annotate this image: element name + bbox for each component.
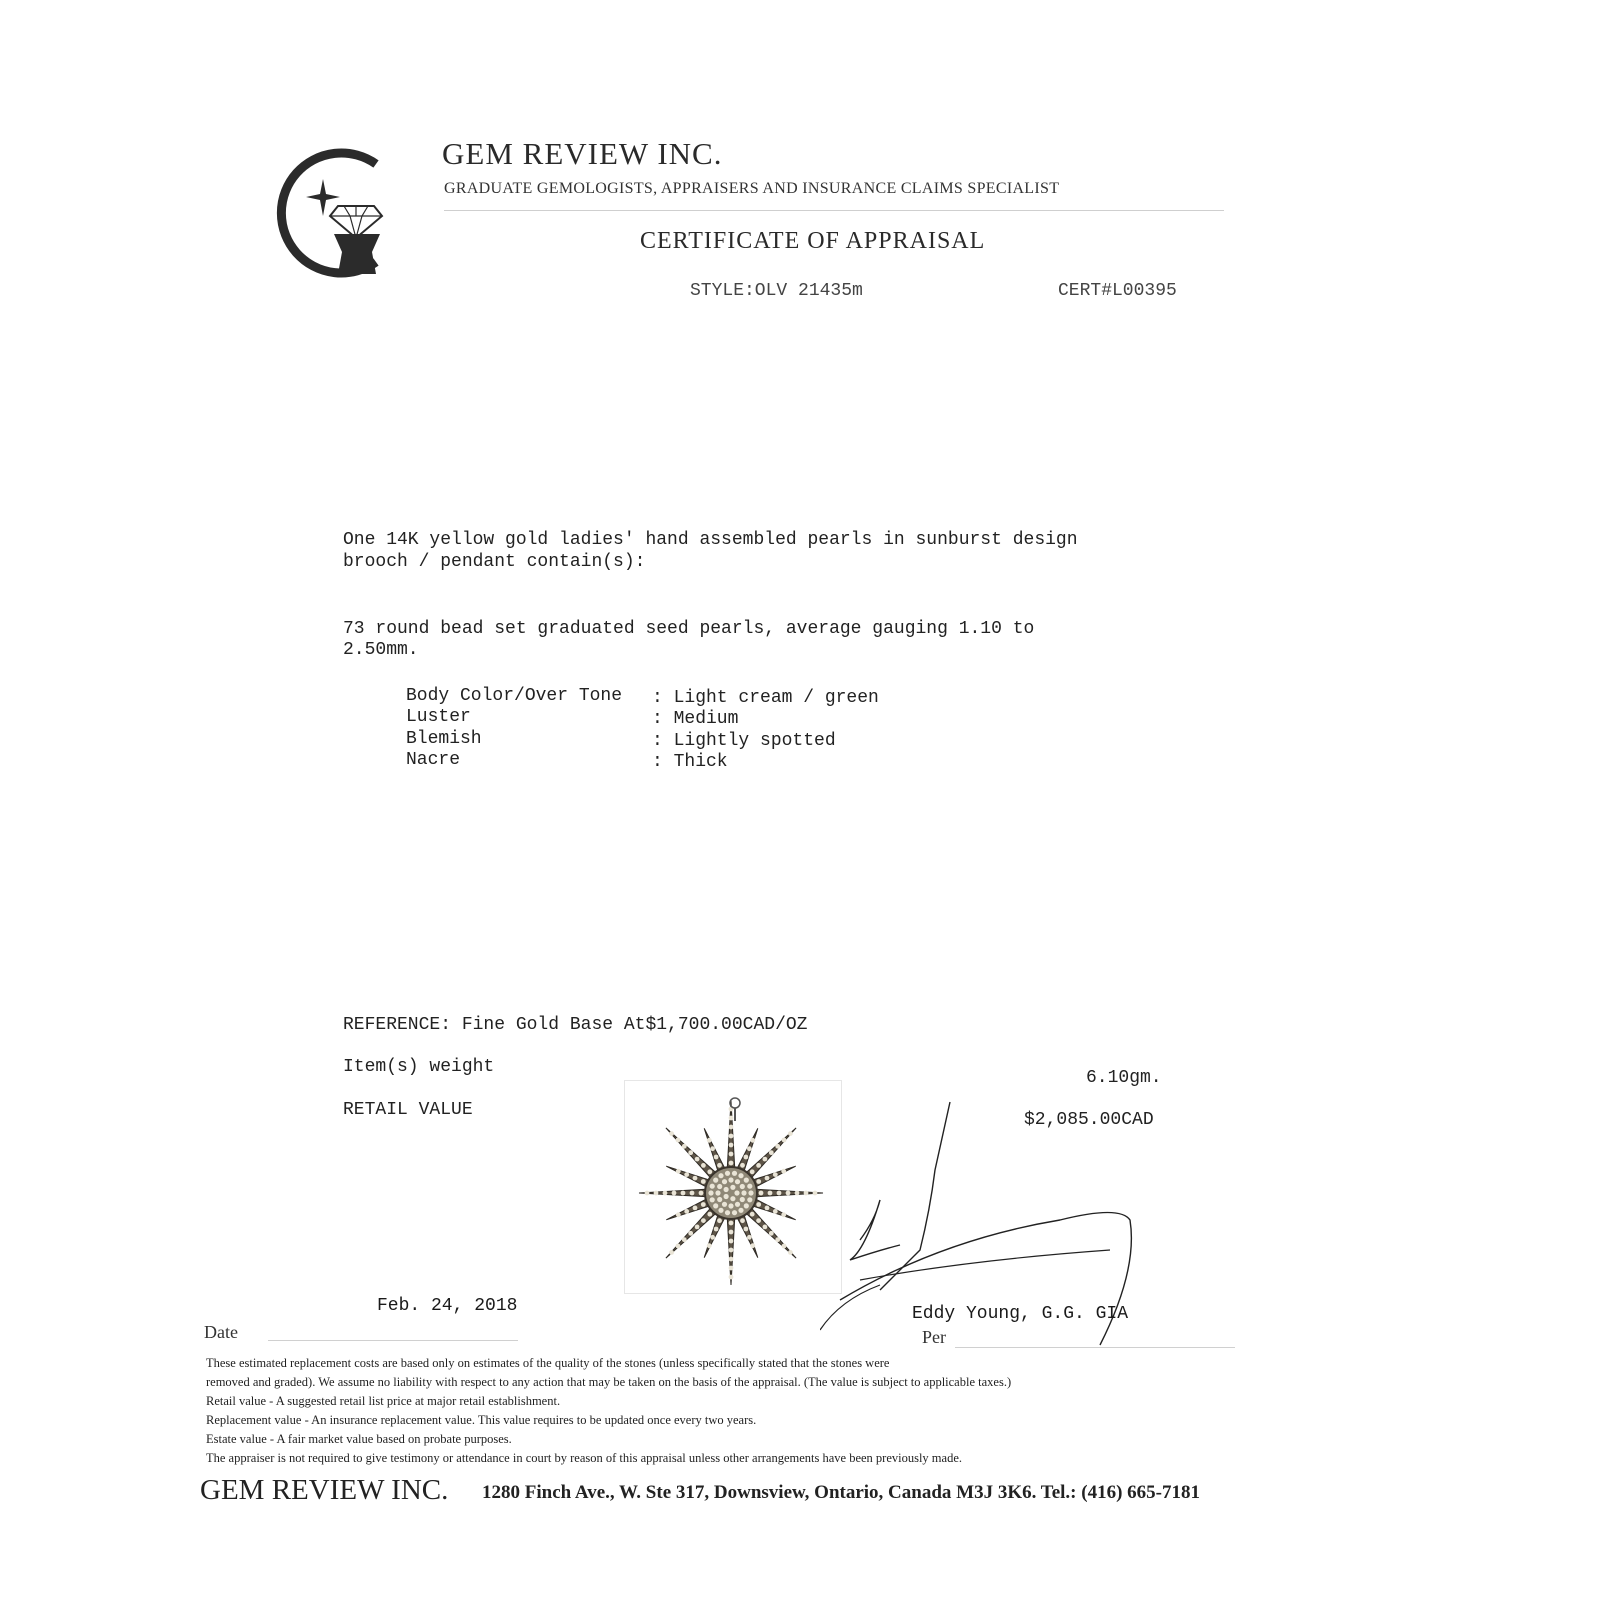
footer-company-name: GEM REVIEW INC. [200, 1474, 449, 1506]
brooch-photo [624, 1080, 842, 1294]
certificate-title: CERTIFICATE OF APPRAISAL [640, 228, 986, 254]
pearls-description-line-2: 2.50mm. [343, 640, 419, 660]
property-label-blemish: Blemish [406, 729, 482, 749]
retail-value-label: RETAIL VALUE [343, 1100, 473, 1120]
property-label-nacre: Nacre [406, 750, 461, 770]
disclaimer-line: These estimated replacement costs are based only on estimates of the quality of the stones (unless specifically stated that the stones were [206, 1356, 890, 1370]
disclaimer-line: Estate value - A fair market value based on probate purposes. [206, 1432, 512, 1446]
item-description-line-2: brooch / pendant contain(s): [343, 552, 646, 572]
property-value-luster: : Medium [652, 709, 739, 729]
property-value-body-color: : Light cream / green [652, 688, 879, 708]
date-label: Date [204, 1322, 238, 1342]
retail-value-amount: $2,085.00CAD [1024, 1110, 1154, 1130]
disclaimer-line: removed and graded). We assume no liability with respect to any action that may be taken on the basis of the appraisal. (The value is subject to applicable taxes.) [206, 1375, 1012, 1389]
weight-label: Item(s) weight [343, 1057, 495, 1077]
property-label-luster: Luster [406, 707, 471, 727]
disclaimer-line: Retail value - A suggested retail list price at major retail establishment. [206, 1394, 561, 1408]
company-name: GEM REVIEW INC. [442, 136, 723, 171]
style-number: STYLE:OLV 21435m [690, 281, 863, 301]
company-logo [268, 134, 398, 284]
gold-reference: REFERENCE: Fine Gold Base At$1,700.00CAD/OZ [343, 1015, 808, 1035]
per-label: Per [922, 1327, 946, 1347]
disclaimer-line: The appraiser is not required to give testimony or attendance in court by reason of this appraisal unless other arrangements have been previously made. [206, 1451, 963, 1465]
weight-value: 6.10gm. [1086, 1068, 1162, 1088]
company-tagline: GRADUATE GEMOLOGISTS, APPRAISERS AND INSURANCE CLAIMS SPECIALIST [444, 180, 1060, 197]
signature-line [955, 1347, 1235, 1348]
property-value-blemish: : Lightly spotted [652, 731, 836, 751]
item-description-line-1: One 14K yellow gold ladies' hand assembled pearls in sunburst design [343, 530, 1078, 550]
footer-address: 1280 Finch Ave., W. Ste 317, Downsview, Ontario, Canada M3J 3K6. Tel.: (416) 665-7181 [482, 1482, 1200, 1503]
appraisal-date: Feb. 24, 2018 [377, 1296, 518, 1316]
date-line [268, 1340, 518, 1341]
property-value-nacre: : Thick [652, 752, 728, 772]
disclaimer-line: Replacement value - An insurance replacement value. This value requires to be updated once every two years. [206, 1413, 757, 1427]
cert-number: CERT#L00395 [1058, 281, 1177, 301]
pearls-description-line-1: 73 round bead set graduated seed pearls, average gauging 1.10 to [343, 619, 1035, 639]
appraiser-name: Eddy Young, G.G. GIA [912, 1304, 1129, 1324]
header-divider [444, 210, 1224, 211]
property-label-body-color: Body Color/Over Tone [406, 686, 623, 706]
